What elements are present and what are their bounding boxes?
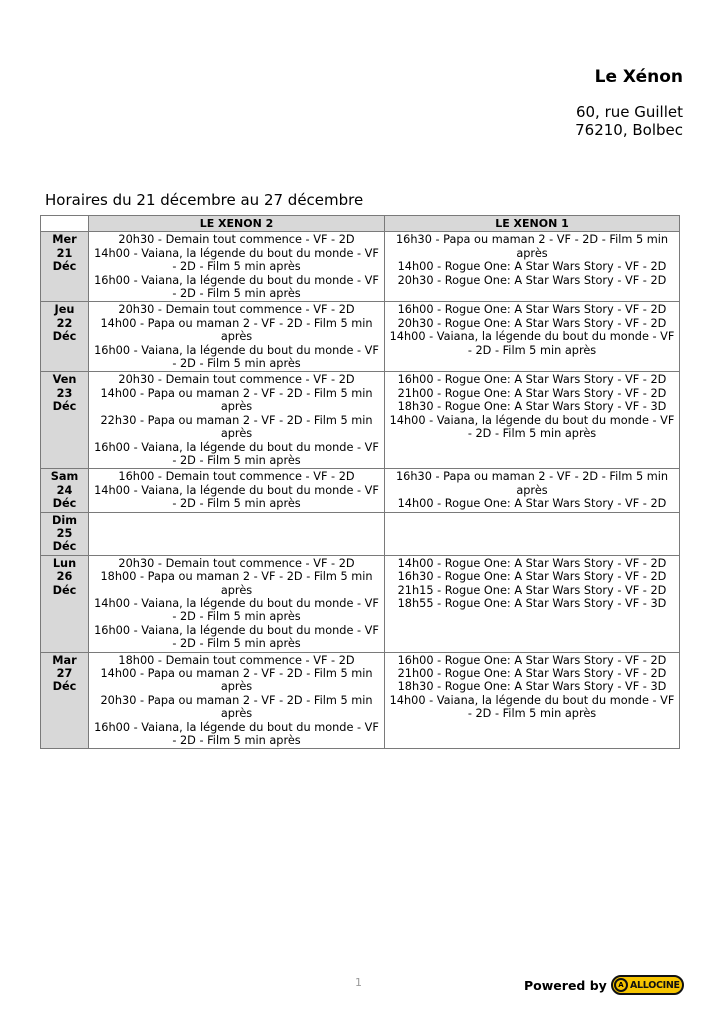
table-corner-cell xyxy=(41,216,89,232)
table-row xyxy=(41,302,680,372)
day-weekday: Ven xyxy=(52,373,77,387)
showtime-entry: 18h00 - Papa ou maman 2 - VF - 2D - Film 5 min après xyxy=(100,570,373,597)
table-row xyxy=(41,469,680,512)
showtimes-cell xyxy=(89,372,385,469)
day-weekday: Jeu xyxy=(54,303,75,317)
showtimes-cell xyxy=(385,469,680,512)
day-weekday: Sam xyxy=(50,470,79,484)
showtime-entry: 14h00 - Vaiana, la légende du bout du monde - VF - 2D - Film 5 min après xyxy=(94,483,379,511)
powered-by-label: Powered by xyxy=(524,978,607,993)
showtime-entry: 20h30 - Demain tout commence - VF - 2D xyxy=(118,373,355,387)
showtimes-cell xyxy=(385,232,680,302)
showtimes-cell xyxy=(89,302,385,372)
period-title: Horaires du 21 décembre au 27 décembre xyxy=(45,191,364,209)
day-month: Déc xyxy=(52,680,77,694)
showtime-entry: 16h00 - Rogue One: A Star Wars Story - VF - 2D xyxy=(397,653,667,667)
showtimes-cell xyxy=(385,555,680,652)
showtime-entry: 20h30 - Demain tout commence - VF - 2D xyxy=(118,556,355,570)
showtimes-cell xyxy=(89,555,385,652)
showtimes-cell xyxy=(385,302,680,372)
table-row xyxy=(41,372,680,469)
showtime-entry: 16h00 - Rogue One: A Star Wars Story - VF - 2D xyxy=(397,303,667,317)
table-row xyxy=(41,555,680,652)
cinema-name: Le Xénon xyxy=(594,67,683,87)
day-weekday: Lun xyxy=(52,556,77,570)
showtime-entry: 20h30 - Demain tout commence - VF - 2D xyxy=(118,233,355,247)
showtime-entry: 14h00 - Vaiana, la légende du bout du monde - VF - 2D - Film 5 min après xyxy=(94,246,379,274)
day-date: 25 xyxy=(56,526,73,540)
showtime-entry: 16h00 - Vaiana, la légende du bout du monde - VF - 2D - Film 5 min après xyxy=(94,273,379,301)
showtime-entry: 16h30 - Rogue One: A Star Wars Story - VF - 2D xyxy=(397,570,667,584)
showtimes-cell xyxy=(385,652,680,749)
day-month: Déc xyxy=(52,330,77,344)
showtimes-cell xyxy=(385,372,680,469)
schedule-body xyxy=(41,232,680,749)
showtimes-cell xyxy=(89,232,385,302)
showtime-entry: 14h00 - Rogue One: A Star Wars Story - VF - 2D xyxy=(397,260,667,274)
showtime-entry: 14h00 - Vaiana, la légende du bout du monde - VF - 2D - Film 5 min après xyxy=(94,596,379,624)
showtime-entry: 20h30 - Rogue One: A Star Wars Story - VF - 2D xyxy=(397,316,667,330)
showtime-entry: 14h00 - Papa ou maman 2 - VF - 2D - Film 5 min après xyxy=(100,386,373,414)
showtime-entry: 22h30 - Papa ou maman 2 - VF - 2D - Film 5 min après xyxy=(100,413,373,441)
table-row xyxy=(41,232,680,302)
day-month: Déc xyxy=(52,497,77,511)
showtime-entry: 20h30 - Rogue One: A Star Wars Story - VF - 2D xyxy=(397,273,667,287)
day-cell xyxy=(41,652,89,749)
day-month: Déc xyxy=(52,540,77,554)
day-weekday: Dim xyxy=(51,513,78,527)
day-date: 27 xyxy=(56,667,73,680)
day-date: 23 xyxy=(56,386,73,400)
day-month: Déc xyxy=(52,583,77,597)
showtime-entry: 16h30 - Papa ou maman 2 - VF - 2D - Film 5 min après xyxy=(395,470,669,497)
showtime-entry: 18h30 - Rogue One: A Star Wars Story - VF - 3D xyxy=(397,400,667,414)
day-cell xyxy=(41,555,89,652)
showtime-entry: 18h55 - Rogue One: A Star Wars Story - VF - 3D xyxy=(397,596,667,610)
allocine-mark-icon: A xyxy=(614,978,628,992)
day-date: 22 xyxy=(56,316,73,330)
showtime-entry: 14h00 - Vaiana, la légende du bout du monde - VF - 2D - Film 5 min après xyxy=(389,413,675,441)
table-header-row xyxy=(41,216,680,232)
day-weekday: Mer xyxy=(52,233,77,247)
table-row xyxy=(41,512,680,555)
address-line-2: 76210, Bolbec xyxy=(575,121,683,139)
showtime-entry: 16h00 - Vaiana, la légende du bout du monde - VF - 2D - Film 5 min après xyxy=(94,343,379,371)
showtime-entry: 14h00 - Papa ou maman 2 - VF - 2D - Film 5 min après xyxy=(100,316,373,344)
showtimes-cell xyxy=(89,652,385,749)
day-cell xyxy=(41,372,89,469)
allocine-logo[interactable] xyxy=(611,975,684,995)
showtimes-cell xyxy=(89,469,385,512)
showtime-entry: 18h00 - Demain tout commence - VF - 2D xyxy=(118,653,355,667)
showtime-entry: 14h00 - Vaiana, la légende du bout du monde - VF - 2D - Film 5 min après xyxy=(389,330,675,357)
allocine-logo-text: ALLOCINE xyxy=(630,979,680,991)
showtime-entry: 14h00 - Papa ou maman 2 - VF - 2D - Film 5 min après xyxy=(100,667,373,694)
showtime-entry: 14h00 - Rogue One: A Star Wars Story - VF - 2D xyxy=(397,497,667,511)
showtime-entry: 20h30 - Papa ou maman 2 - VF - 2D - Film 5 min après xyxy=(100,693,373,721)
cinema-header xyxy=(575,66,683,139)
day-cell xyxy=(41,302,89,372)
showtimes-cell xyxy=(89,512,385,555)
showtime-entry: 16h00 - Vaiana, la légende du bout du monde - VF - 2D - Film 5 min après xyxy=(94,440,379,467)
hall-header-xenon-1: LE XENON 1 xyxy=(385,216,680,232)
showtimes-cell xyxy=(385,512,680,555)
day-month: Déc xyxy=(52,260,77,274)
showtime-entry: 16h00 - Demain tout commence - VF - 2D xyxy=(118,470,355,484)
table-row xyxy=(41,652,680,749)
day-date: 21 xyxy=(56,246,73,260)
showtime-entry: 21h00 - Rogue One: A Star Wars Story - VF - 2D xyxy=(397,667,667,680)
page-number: 1 xyxy=(355,976,362,989)
schedule-table xyxy=(40,215,680,749)
showtime-entry: 16h00 - Vaiana, la légende du bout du monde - VF - 2D - Film 5 min après xyxy=(94,623,379,651)
day-cell xyxy=(41,469,89,512)
day-cell xyxy=(41,512,89,555)
hall-header-xenon-2: LE XENON 2 xyxy=(89,216,385,232)
day-month: Déc xyxy=(52,400,77,414)
day-date: 24 xyxy=(56,483,73,497)
showtime-entry: 21h15 - Rogue One: A Star Wars Story - VF - 2D xyxy=(397,583,667,597)
showtime-entry: 14h00 - Rogue One: A Star Wars Story - VF - 2D xyxy=(397,556,667,570)
showtime-entry: 20h30 - Demain tout commence - VF - 2D xyxy=(118,303,355,317)
day-weekday: Mar xyxy=(52,653,77,667)
showtime-entry: 16h00 - Vaiana, la légende du bout du monde - VF - 2D - Film 5 min après xyxy=(94,720,379,748)
showtime-entry: 14h00 - Vaiana, la légende du bout du monde - VF - 2D - Film 5 min après xyxy=(389,693,675,721)
day-date: 26 xyxy=(56,570,73,584)
day-cell xyxy=(41,232,89,302)
showtime-entry: 21h00 - Rogue One: A Star Wars Story - VF - 2D xyxy=(397,386,667,400)
showtime-entry: 16h00 - Rogue One: A Star Wars Story - VF - 2D xyxy=(397,373,667,387)
showtime-entry: 16h30 - Papa ou maman 2 - VF - 2D - Film 5 min après xyxy=(395,233,669,260)
showtime-entry: 18h30 - Rogue One: A Star Wars Story - VF - 3D xyxy=(397,680,667,694)
address-line-1: 60, rue Guillet xyxy=(575,103,683,121)
